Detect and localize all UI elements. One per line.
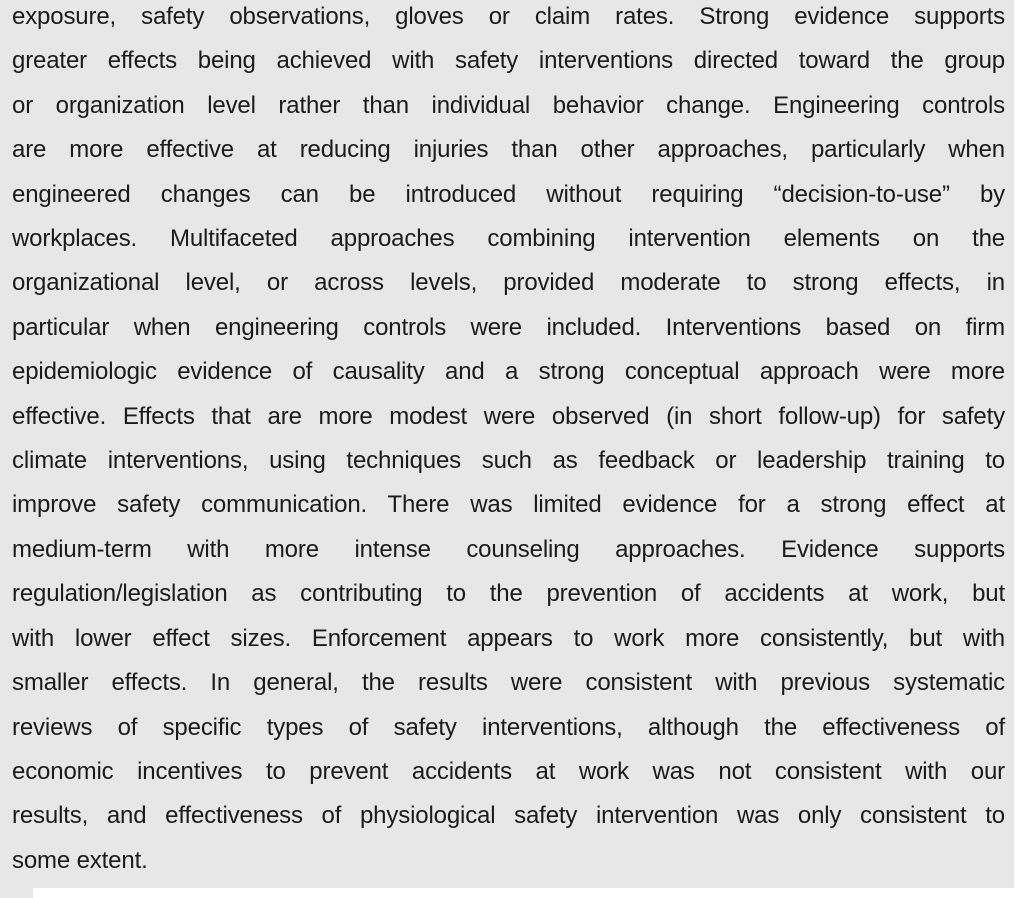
abstract-text-line: results, and effectiveness of physiological safety intervention was only consistent to <box>12 802 1005 830</box>
abstract-text-line: exposure, safety observations, gloves or claim rates. Strong evidence supports <box>12 3 1005 30</box>
page-background-bottom-strip <box>0 888 1020 898</box>
abstract-text-line: organizational level, or across levels, provided moderate to strong effects, in <box>12 269 1005 297</box>
abstract-text-line: particular when engineering controls were included. Interventions based on firm <box>12 313 1005 341</box>
abstract-text-line: effective. Effects that are more modest were observed (in short follow-up) for safety <box>12 402 1005 430</box>
abstract-text-line: some extent. <box>12 846 148 874</box>
abstract-text-line: reviews of specific types of safety interventions, although the effectiveness of <box>12 713 1005 741</box>
abstract-text-line: are more effective at reducing injuries than other approaches, particularly when <box>12 136 1005 164</box>
abstract-text-line: engineered changes can be introduced without requiring “decision-to-use” by <box>12 180 1005 208</box>
abstract-text-line: improve safety communication. There was limited evidence for a strong effect at <box>12 491 1005 519</box>
abstract-text-line: climate interventions, using techniques such as feedback or leadership training to <box>12 447 1005 475</box>
abstract-text-line: epidemiologic evidence of causality and a strong conceptual approach were more <box>12 358 1005 386</box>
abstract-text-line: or organization level rather than individual behavior change. Engineering controls <box>12 91 1005 119</box>
abstract-text-line: regulation/legislation as contributing to the prevention of accidents at work, but <box>12 580 1005 608</box>
page-background-right-strip <box>1014 0 1020 898</box>
abstract-text-line: workplaces. Multifaceted approaches combining intervention elements on the <box>12 225 1005 253</box>
abstract-text-line: economic incentives to prevent accidents at work was not consistent with our <box>12 757 1005 785</box>
abstract-text-line: smaller effects. In general, the results were consistent with previous systematic <box>12 669 1005 697</box>
abstract-text-line: greater effects being achieved with safety interventions directed toward the group <box>12 47 1005 75</box>
next-section-edge <box>0 888 33 898</box>
abstract-text-line: medium-term with more intense counseling approaches. Evidence supports <box>12 535 1005 563</box>
abstract-text-line: with lower effect sizes. Enforcement appears to work more consistently, but with <box>12 624 1005 652</box>
